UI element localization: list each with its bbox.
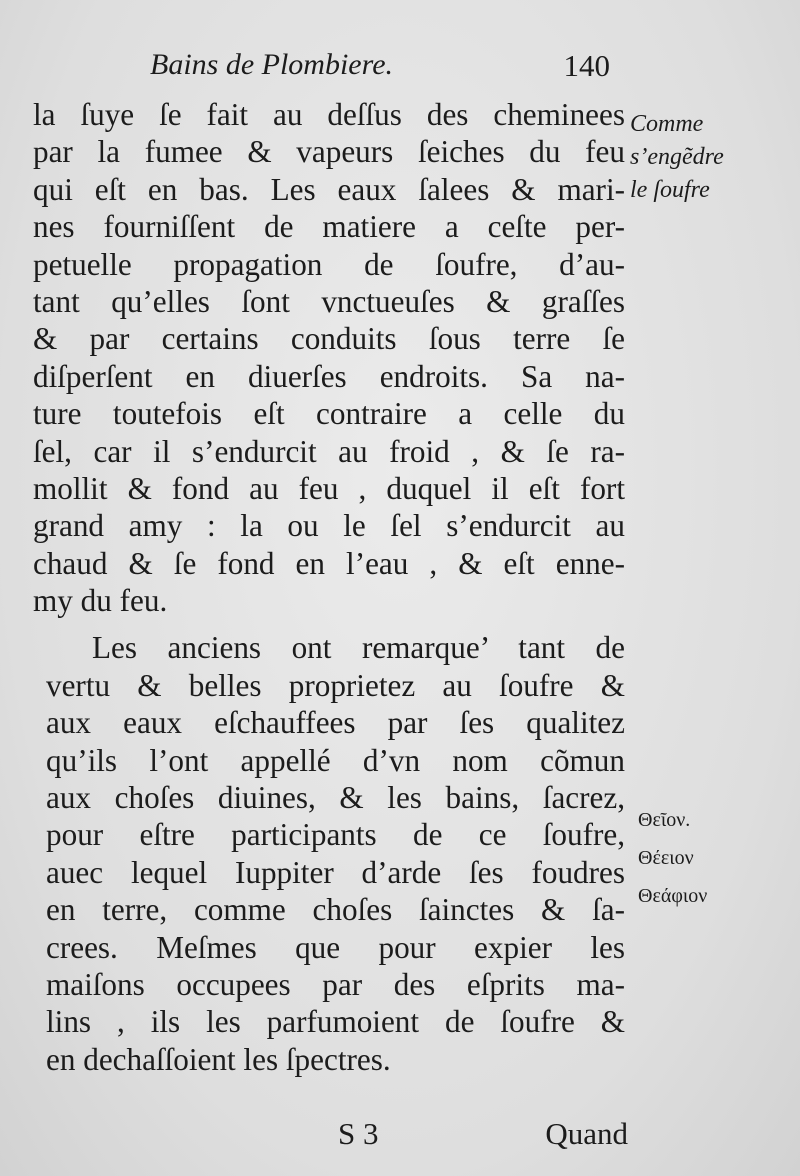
text-line: vertu & belles proprietez au ſoufre & [46, 667, 625, 703]
text-line: my du feu. [33, 583, 168, 619]
running-head: Bains de Plombiere. [150, 48, 394, 81]
greek-margin-notes [638, 805, 707, 911]
page-footer [338, 1116, 628, 1156]
text-line: qui eſt en bas. Les eaux ſalees & mari- [33, 171, 625, 207]
body-text [33, 96, 625, 1078]
text-line: ſel, car il s’endurcit au froid , & ſe ra- [33, 433, 625, 469]
text-line: pour eſtre participants de ce ſoufre, [46, 817, 625, 853]
text-line: nes fourniſſent de matiere a ceſte per- [33, 209, 625, 245]
text-line: diſperſent en diuerſes endroits. Sa na- [33, 358, 625, 394]
text-line: Les anciens ont remarque’ tant de [92, 630, 625, 666]
text-line: en dechaſſoient les ſpectres. [46, 1041, 391, 1077]
text-line: tant qu’elles ſont vnctueuſes & graſſes [33, 283, 625, 319]
text-line: aux eaux eſchauffees par ſes qualitez [46, 705, 625, 741]
text-line: petuelle propagation de ſoufre, d’au- [33, 246, 625, 282]
margin-note-line: Comme [630, 111, 704, 137]
text-line: & par certains conduits ſous terre ſe [33, 321, 625, 357]
text-line: auec lequel Iuppiter d’arde ſes foudres [46, 854, 625, 890]
paragraph-1 [33, 96, 625, 619]
text-line: par la fumee & vapeurs ſeiches du feu [33, 134, 625, 170]
greek-note: Θεῖον. [638, 809, 691, 831]
paragraph-2 [46, 629, 625, 1078]
text-line: en terre, comme choſes ſainctes & ſa- [46, 892, 625, 928]
margin-note-line: le ſoufre [630, 177, 710, 203]
text-line: grand amy : la ou le ſel s’endurcit au [33, 508, 625, 544]
greek-note: Θέειον [638, 847, 694, 869]
text-line: la ſuye ſe fait au deſſus des cheminees [33, 97, 625, 132]
signature-mark: S 3 [338, 1116, 379, 1151]
text-line: qu’ils l’ont appellé d’vn nom cõmun [46, 742, 625, 778]
greek-note: Θεάφιον [638, 885, 708, 907]
margin-note [630, 108, 724, 207]
page-header [150, 48, 610, 94]
catchword: Quand [545, 1116, 628, 1151]
text-line: lins , ils les parfumoient de ſoufre & [46, 1004, 625, 1040]
page-number: 140 [563, 48, 610, 83]
text-line: maiſons occupees par des eſprits ma- [46, 966, 625, 1002]
text-line: mollit & fond au feu , duquel il eſt fort [33, 470, 625, 506]
margin-note-line: s’engẽdre [630, 144, 724, 170]
text-line: chaud & ſe fond en l’eau , & eſt enne- [33, 545, 625, 581]
text-line: ture toutefois eſt contraire a celle du [33, 396, 625, 432]
text-line: crees. Meſmes que pour expier les [46, 929, 625, 965]
text-line: aux choſes diuines, & les bains, ſacrez, [46, 780, 625, 816]
